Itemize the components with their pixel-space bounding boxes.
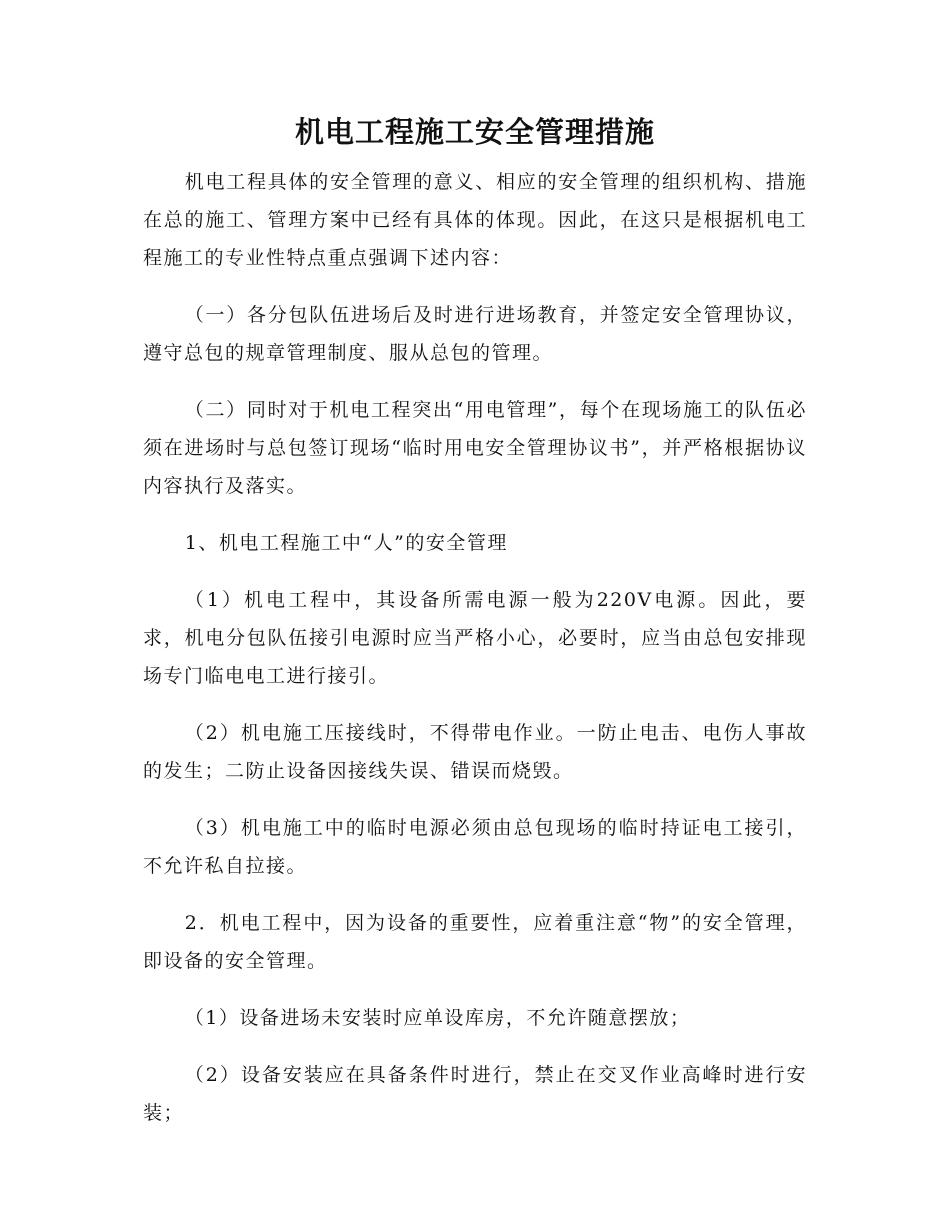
- document-title: 机电工程施工安全管理措施: [294, 115, 655, 149]
- document-body: [143, 163, 807, 1151]
- paragraph-1-3: （3）机电施工中的临时电源必须由总包现场的临时持证电工接引，不允许私自拉接。: [143, 817, 807, 877]
- paragraph-item-1: （一）各分包队伍进场后及时进行进场教育，并签定安全管理协议，遵守总包的规章管理制度、服从总包的管理。: [143, 304, 807, 364]
- paragraph-2-2: （2）设备安装应在具备条件时进行，禁止在交叉作业高峰时进行安装；: [143, 1064, 807, 1124]
- paragraph-1-2: （2）机电施工压接线时，不得带电作业。一防止电击、电伤人事故的发生；二防止设备因接线失误、错误而烧毁。: [143, 722, 807, 782]
- section-heading-2: 2．机电工程中，因为设备的重要性，应着重注意“物”的安全管理，即设备的安全管理。: [143, 912, 807, 972]
- paragraph-intro: 机电工程具体的安全管理的意义、相应的安全管理的组织机构、措施在总的施工、管理方案中已经有具体的体现。因此，在这只是根据机电工程施工的专业性特点重点强调下述内容：: [143, 171, 807, 269]
- paragraph-2-1: （1）设备进场未安装时应单设库房，不允许随意摆放；: [184, 1007, 691, 1029]
- paragraph-1-1: （1）机电工程中，其设备所需电源一般为220V电源。因此，要求，机电分包队伍接引电源时应当严格小心，必要时，应当由总包安排现场专门临电电工进行接引。: [143, 589, 807, 687]
- paragraph-item-2: （二）同时对于机电工程突出“用电管理”，每个在现场施工的队伍必须在进场时与总包签订现场“临时用电安全管理协议书”，并严格根据协议内容执行及落实。: [143, 399, 807, 497]
- section-heading-1: 1、机电工程施工中“人”的安全管理: [184, 532, 508, 554]
